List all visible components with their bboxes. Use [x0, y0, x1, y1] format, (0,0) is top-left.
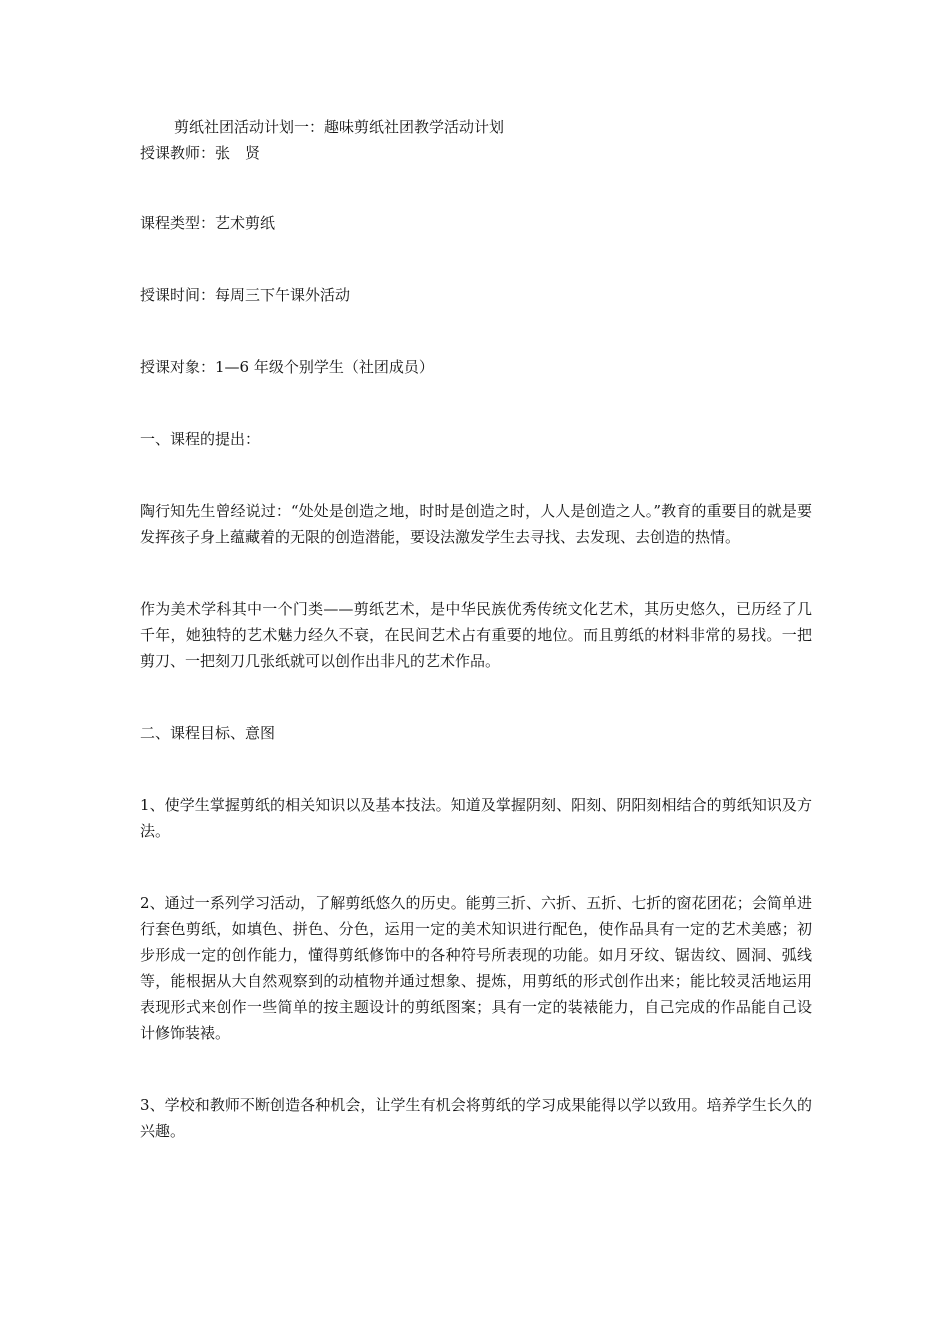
teacher-line: 授课教师：张 贤: [140, 144, 261, 162]
section1-paragraph-2: 作为美术学科其中一个门类——剪纸艺术，是中华民族优秀传统文化艺术，其历史悠久，已历经了几千年，她独特的艺术魅力经久不衰，在民间艺术占有重要的地位。而且剪纸的材料非常的易找。一把剪刀、一把刻刀几张纸就可以创作出非凡的艺术作品。: [140, 600, 812, 670]
section2-heading: 二、课程目标、意图: [140, 724, 276, 742]
document-title: 剪纸社团活动计划一：趣味剪纸社团教学活动计划: [174, 118, 505, 136]
section1-paragraph-1: 陶行知先生曾经说过：“处处是创造之地，时时是创造之时，人人是创造之人。”教育的重要目的就是要发挥孩子身上蕴藏着的无限的创造潜能，要设法激发学生去寻找、去发现、去创造的热情。: [140, 502, 812, 546]
course-type-line: 课程类型：艺术剪纸: [140, 214, 276, 232]
goal-item-1: 1、使学生掌握剪纸的相关知识以及基本技法。知道及掌握阴刻、阳刻、阴阳刻相结合的剪纸知识及方法。: [140, 796, 812, 840]
goal-item-3: 3、学校和教师不断创造各种机会，让学生有机会将剪纸的学习成果能得以学以致用。培养学生长久的兴趣。: [140, 1096, 812, 1140]
section1-heading: 一、课程的提出：: [140, 430, 261, 448]
time-line: 授课时间：每周三下午课外活动: [140, 286, 351, 304]
document-body: [140, 114, 812, 1144]
goal-item-2: 2、通过一系列学习活动，了解剪纸悠久的历史。能剪三折、六折、五折、七折的窗花团花；会简单进行套色剪纸，如填色、拼色、分色，运用一定的美术知识进行配色，使作品具有一定的艺术美感；初步形成一定的创作能力，懂得剪纸修饰中的各种符号所表现的功能。如月牙纹、锯齿纹、圆洞、弧线等，能根据从大自然观察到的动植物并通过想象、提炼，用剪纸的形式创作出来；能比较灵活地运用表现形式来创作一些简单的按主题设计的剪纸图案；具有一定的装裱能力，自己完成的作品能自己设计修饰装裱。: [140, 894, 812, 1042]
audience-line: 授课对象：1—6 年级个别学生（社团成员）: [140, 358, 434, 376]
